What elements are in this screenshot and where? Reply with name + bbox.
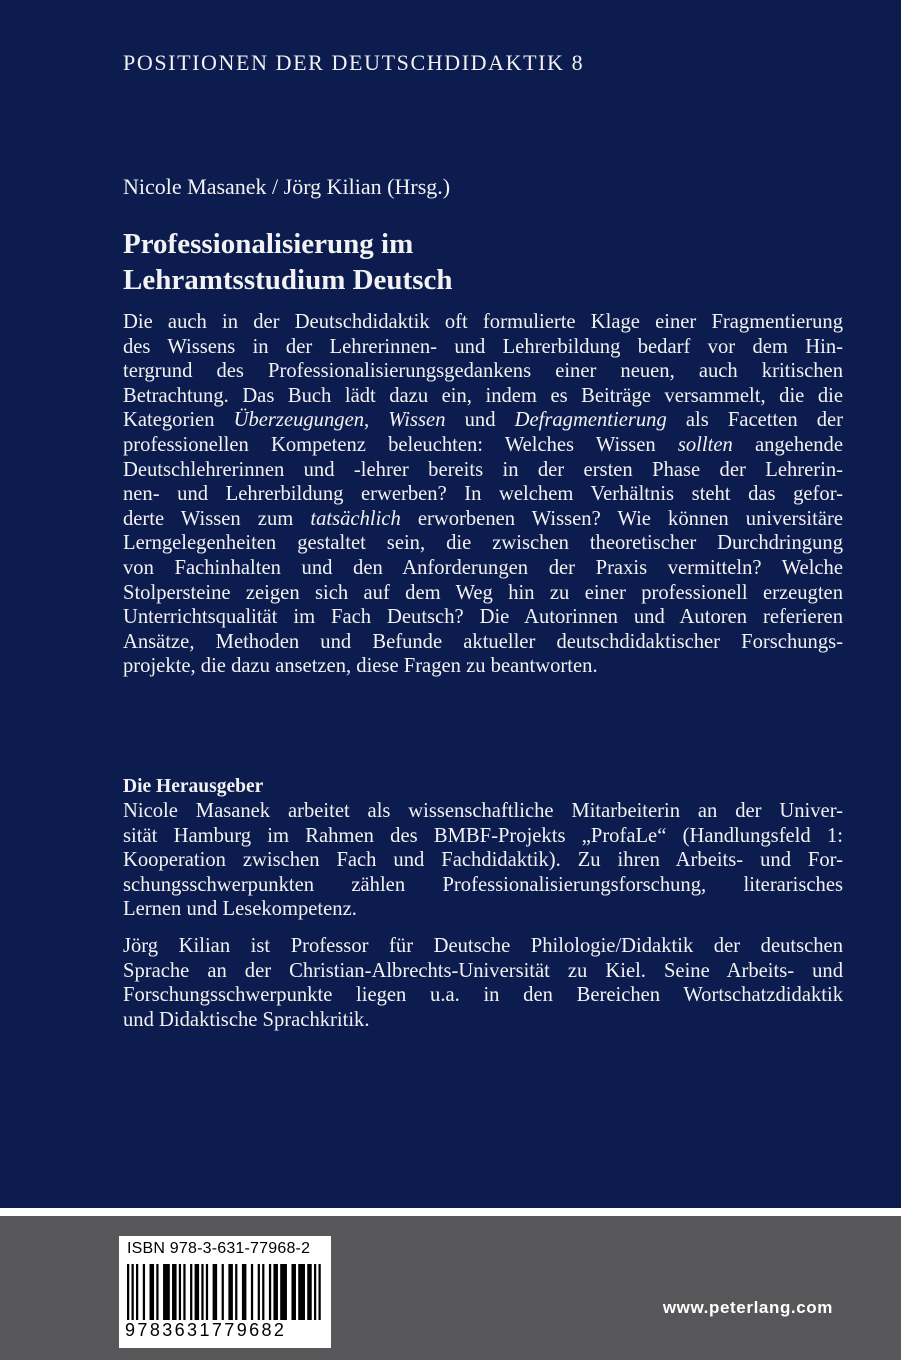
barcode-bar xyxy=(242,1264,247,1320)
blurb-line xyxy=(123,507,843,532)
blurb-line: projekte, die dazu ansetzen, diese Fragen zu beantworten. xyxy=(123,655,598,678)
barcode-bar xyxy=(291,1264,296,1320)
barcode-bar xyxy=(195,1264,200,1320)
barcode-bar xyxy=(132,1264,134,1320)
blurb-segment: , xyxy=(364,409,389,432)
blurb-segment: erworbenen Wissen? Wie können universitäre xyxy=(400,507,843,530)
blurb-italic: Defragmentierung xyxy=(514,409,667,432)
barcode-bar xyxy=(190,1264,192,1320)
blurb-line xyxy=(123,433,843,458)
barcode-bar xyxy=(258,1264,260,1320)
blurb-line: Ansätze, Methoden und Befunde aktueller deutschdidaktischer Forschungs- xyxy=(123,630,843,653)
barcode-bar xyxy=(213,1264,218,1320)
blurb-segment: Kategorien xyxy=(123,409,234,432)
bio-kilian xyxy=(123,934,843,1032)
barcode-digits: 9783631779682 xyxy=(125,1320,287,1340)
blurb-line: Deutschlehrerinnen und -lehrer bereits in der ersten Phase der Lehrerin- xyxy=(123,458,843,481)
blurb-segment: als Facetten der xyxy=(666,409,844,432)
blurb-line: Lerngelegenheiten gestaltet sein, die zwischen theoretischer Durchdringung xyxy=(123,532,843,555)
barcode-bar xyxy=(136,1264,138,1320)
publisher-website[interactable]: www.peterlang.com xyxy=(662,1298,833,1317)
blurb-line: Stolpersteine zeigen sich auf dem Weg hin zu einer professionell erzeugten xyxy=(123,581,843,604)
blurb-segment: professionellen Kompetenz beleuchten: Welches Wissen xyxy=(123,433,678,456)
bio-line: schungsschwerpunkten zählen Professionalisierungsforschung, literarisches xyxy=(123,873,843,896)
barcode-bar xyxy=(222,1264,224,1320)
blurb-italic: tatsächlich xyxy=(310,507,401,530)
blurb-segment: derte Wissen zum xyxy=(123,507,311,530)
book-title-line: Lehramtsstudium Deutsch xyxy=(123,264,453,296)
blurb-line: von Fachinhalten und den Anforderungen der Praxis vermitteln? Welche xyxy=(123,556,843,579)
barcode-bar xyxy=(273,1264,278,1320)
bio-line: Nicole Masanek arbeitet als wissenschaftliche Mitarbeiterin an der Univer- xyxy=(123,800,843,822)
bio-line: Kooperation zwischen Fach und Fachdidaktik). Zu ihren Arbeits- und For- xyxy=(123,849,843,872)
blurb-italic: sollten xyxy=(677,433,733,456)
bio-line: Lernen und Lesekompetenz. xyxy=(123,898,357,921)
barcode-bar xyxy=(228,1264,233,1320)
barcode-bar xyxy=(183,1264,185,1320)
barcode-bar xyxy=(143,1264,145,1320)
bio-line: sität Hamburg im Rahmen des BMBF-Projekts „ProfaLe“ (Handlungsfeld 1: xyxy=(123,824,843,847)
barcode-bar xyxy=(269,1264,271,1320)
barcode-bar xyxy=(262,1264,264,1320)
blurb-italic: Überzeugungen xyxy=(233,409,365,432)
blurb-segment: und xyxy=(445,409,515,432)
barcode-bar xyxy=(206,1264,208,1320)
bio-line: Sprache an der Christian-Albrechts-Universität zu Kiel. Seine Arbeits- und xyxy=(123,959,843,982)
barcode-bar xyxy=(318,1264,320,1320)
herausgeber-heading: Die Herausgeber xyxy=(123,776,264,797)
blurb-line xyxy=(123,408,843,433)
barcode-box xyxy=(119,1236,331,1348)
barcode-bar xyxy=(163,1264,170,1320)
editors: Nicole Masanek / Jörg Kilian (Hrsg.) xyxy=(123,174,451,199)
blurb-line: Betrachtung. Das Buch lädt dazu ein, indem es Beiträge versammelt, die die xyxy=(123,384,843,407)
blurb-italic: Wissen xyxy=(388,409,446,432)
series-title: POSITIONEN DER DEUTSCHDIDAKTIK 8 xyxy=(123,50,585,75)
blurb-line: Unterrichtsqualität im Fach Deutsch? Die Autorinnen und Autoren referieren xyxy=(123,606,843,629)
barcode-bar xyxy=(179,1264,181,1320)
bio-line: Jörg Kilian ist Professor für Deutsche Philologie/Didaktik der deutschen xyxy=(123,935,843,957)
barcode-bar xyxy=(280,1264,287,1320)
barcode-bar xyxy=(172,1264,177,1320)
barcode-bar xyxy=(201,1264,203,1320)
bio-masanek xyxy=(123,799,843,922)
blurb-line: nen- und Lehrerbildung erwerben? In welchem Verhältnis steht das gefor- xyxy=(123,483,843,506)
blurb-line: tergrund des Professionalisierungsgedankens einer neuen, auch kritischen xyxy=(123,360,843,383)
barcode-bar xyxy=(127,1264,129,1320)
barcode-bar xyxy=(298,1264,305,1320)
barcode-icon xyxy=(125,1264,325,1320)
barcode-bar xyxy=(307,1264,312,1320)
blurb-line: des Wissens in der Lehrerinnen- und Lehrerbildung bedarf vor dem Hin- xyxy=(123,335,843,358)
book-title-line: Professionalisierung im xyxy=(123,228,414,260)
blurb-segment: angehende xyxy=(732,433,843,456)
barcode-bar xyxy=(150,1264,155,1320)
barcode-bar xyxy=(314,1264,316,1320)
bio-line: und Didaktische Sprachkritik. xyxy=(123,1008,370,1031)
isbn-label: ISBN 978-3-631-77968-2 xyxy=(127,1240,311,1257)
barcode-bar xyxy=(251,1264,253,1320)
blurb xyxy=(123,310,843,679)
barcode-bar xyxy=(156,1264,158,1320)
divider-band xyxy=(0,1208,901,1216)
blurb-line: Die auch in der Deutschdidaktik oft formulierte Klage einer Fragmentierung xyxy=(123,311,843,333)
book-title xyxy=(123,226,453,298)
barcode-bar xyxy=(235,1264,237,1320)
bio-line: Forschungsschwerpunkte liegen u.a. in den Bereichen Wortschatzdidaktik xyxy=(123,984,843,1007)
